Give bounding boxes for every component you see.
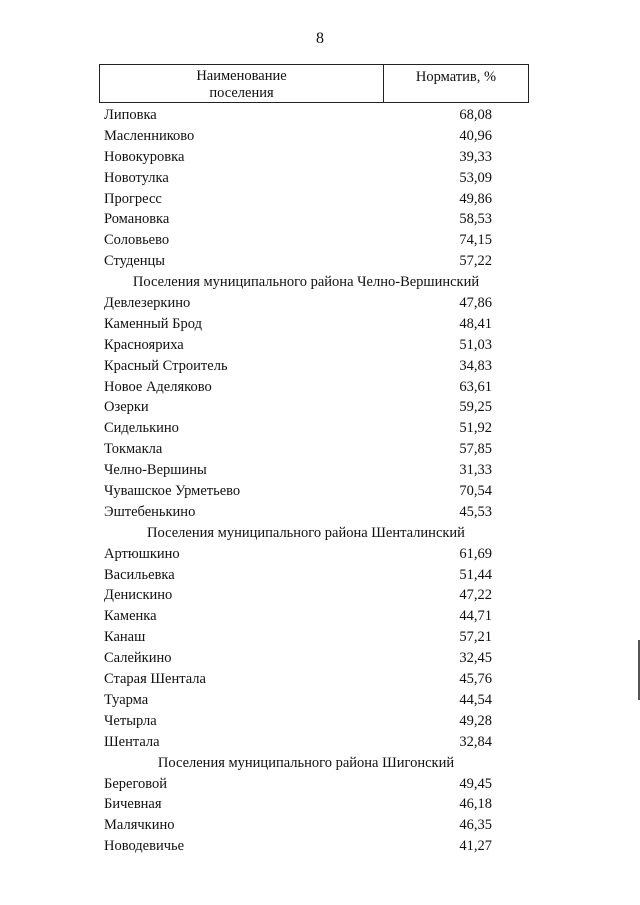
settlement-name: Масленниково — [104, 127, 195, 144]
settlement-name: Девлезеркино — [104, 295, 191, 312]
settlement-name: Денискино — [104, 587, 173, 604]
table-row — [104, 585, 524, 606]
norm-value: 57,22 — [459, 253, 492, 270]
settlement-table-body — [104, 105, 524, 857]
table-row — [104, 418, 524, 439]
table-row — [104, 377, 524, 398]
settlement-name: Береговой — [104, 775, 168, 792]
settlement-name: Новодевичье — [104, 838, 185, 855]
norm-value: 58,53 — [459, 211, 492, 228]
norm-value: 39,33 — [459, 148, 492, 165]
table-row — [104, 544, 524, 565]
settlement-name: Студенцы — [104, 253, 166, 270]
norm-value: 45,76 — [459, 671, 492, 688]
norm-value: 51,44 — [459, 566, 492, 583]
table-row — [104, 690, 524, 711]
settlement-name: Краснояриха — [104, 336, 184, 353]
norm-value: 46,35 — [459, 817, 492, 834]
table-row — [104, 502, 524, 523]
norm-value: 61,69 — [459, 545, 492, 562]
settlement-name: Шентала — [104, 733, 160, 750]
table-row — [104, 230, 524, 251]
page-number: 8 — [316, 30, 324, 47]
norm-value: 45,53 — [459, 503, 492, 520]
table-row — [104, 732, 524, 753]
table-row — [104, 397, 524, 418]
settlement-name: Малячкино — [104, 817, 175, 834]
section-heading — [104, 753, 524, 774]
norm-value: 49,86 — [459, 190, 492, 207]
norm-value: 47,22 — [459, 587, 492, 604]
norm-value: 49,28 — [459, 712, 492, 729]
table-header — [99, 64, 529, 103]
norm-value: 68,08 — [459, 107, 492, 123]
norm-value: 57,21 — [459, 629, 492, 646]
table-row — [104, 460, 524, 481]
table-row — [104, 439, 524, 460]
header-settlement-name-line2: поселения — [209, 85, 274, 101]
settlement-name: Каменный Брод — [104, 315, 202, 332]
table-row — [104, 335, 524, 356]
table-row — [104, 105, 524, 126]
table-row — [104, 147, 524, 168]
table-row — [104, 836, 524, 857]
settlement-name: Красный Строитель — [104, 357, 228, 374]
section-heading — [104, 523, 524, 544]
norm-value: 47,86 — [459, 295, 492, 312]
table-row — [104, 627, 524, 648]
settlement-name: Канаш — [104, 629, 146, 646]
table-row — [104, 815, 524, 836]
settlement-name: Липовка — [104, 107, 157, 123]
settlement-name: Новокуровка — [104, 148, 185, 165]
table-row — [104, 481, 524, 502]
norm-value: 32,45 — [459, 650, 492, 667]
table-row — [104, 606, 524, 627]
table-row — [104, 126, 524, 147]
table-row — [104, 209, 524, 230]
table-row — [104, 251, 524, 272]
section-heading — [104, 272, 524, 293]
norm-value: 31,33 — [459, 462, 492, 479]
norm-value: 63,61 — [459, 378, 492, 395]
settlement-name: Васильевка — [104, 566, 175, 583]
settlement-name: Старая Шентала — [104, 671, 206, 688]
header-settlement-name — [100, 65, 384, 102]
norm-value: 32,84 — [459, 733, 492, 750]
table-row — [104, 669, 524, 690]
table-row — [104, 293, 524, 314]
settlement-name: Новотулка — [104, 169, 169, 186]
norm-value: 59,25 — [459, 399, 492, 416]
norm-value: 34,83 — [459, 357, 492, 374]
settlement-name: Прогресс — [104, 190, 162, 207]
norm-value: 46,18 — [459, 796, 492, 813]
section-title: Поселения муниципального района Шенталинский — [147, 524, 465, 541]
norm-value: 74,15 — [459, 232, 492, 249]
norm-value: 44,54 — [459, 691, 492, 708]
section-title: Поселения муниципального района Челно-Вершинский — [132, 274, 480, 291]
settlement-name: Артюшкино — [104, 545, 180, 562]
norm-value: 57,85 — [459, 441, 492, 458]
table-row — [104, 648, 524, 669]
norm-value: 51,03 — [459, 336, 492, 353]
table-row — [104, 774, 524, 795]
settlement-name: Туарма — [104, 691, 149, 708]
norm-value: 41,27 — [459, 838, 492, 855]
settlement-name: Салейкино — [104, 650, 172, 667]
table-row — [104, 565, 524, 586]
settlement-name: Озерки — [104, 399, 149, 416]
settlement-name: Соловьево — [104, 232, 170, 249]
settlement-name: Новое Аделяково — [104, 378, 212, 395]
norm-value: 49,45 — [459, 775, 492, 792]
settlement-name: Эштебенькино — [104, 503, 196, 520]
settlement-name: Челно-Вершины — [104, 462, 207, 479]
norm-value: 53,09 — [459, 169, 492, 186]
table-row — [104, 314, 524, 335]
settlement-name: Сиделькино — [104, 420, 179, 437]
table-row — [104, 168, 524, 189]
table-row — [104, 794, 524, 815]
table-row — [104, 356, 524, 377]
settlement-name: Каменка — [104, 608, 157, 625]
settlement-name: Четырла — [104, 712, 157, 729]
table-row — [104, 189, 524, 210]
norm-value: 48,41 — [459, 315, 492, 332]
norm-value: 70,54 — [459, 483, 492, 500]
settlement-name: Романовка — [104, 211, 170, 228]
norm-value: 44,71 — [459, 608, 492, 625]
settlement-name: Чувашское Урметьево — [104, 483, 241, 500]
settlement-name: Токмакла — [104, 441, 163, 458]
settlement-name: Бичевная — [104, 796, 162, 813]
norm-value: 51,92 — [459, 420, 492, 437]
norm-value: 40,96 — [459, 127, 492, 144]
header-settlement-name-line1: Наименование — [196, 68, 287, 84]
table-row — [104, 711, 524, 732]
section-title: Поселения муниципального района Шигонский — [157, 754, 455, 771]
header-norm-percent: Норматив, % — [415, 69, 497, 85]
